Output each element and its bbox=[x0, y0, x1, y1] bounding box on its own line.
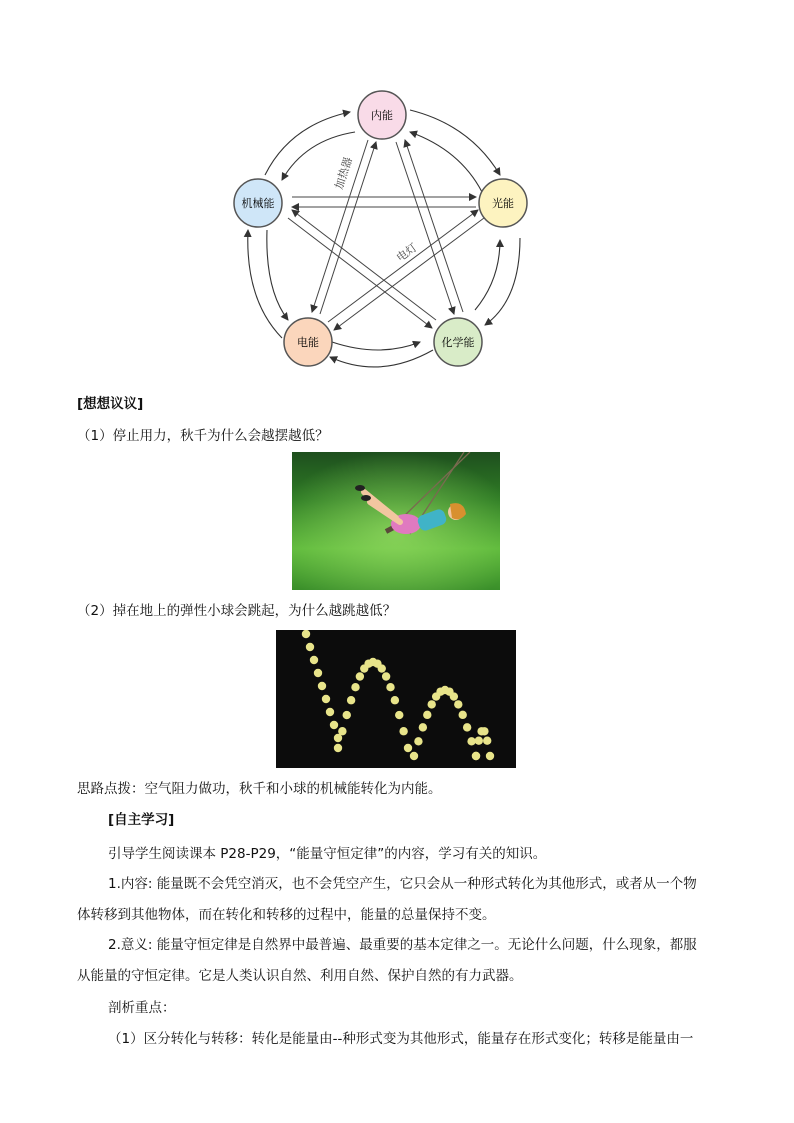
question-2: （2）掉在地上的弹性小球会跳起，为什么越跳越低？ bbox=[77, 603, 397, 619]
svg-text:光能: 光能 bbox=[492, 197, 514, 210]
lamp-label: 电灯 bbox=[394, 240, 420, 265]
ball-position bbox=[351, 683, 359, 691]
ball-position bbox=[399, 727, 407, 735]
node-chemical-energy bbox=[434, 318, 482, 366]
node-internal-energy bbox=[358, 91, 406, 139]
ball-position bbox=[459, 711, 467, 719]
ball-position bbox=[414, 737, 422, 745]
question-1: （1）停止用力，秋千为什么会越摆越低？ bbox=[77, 428, 329, 444]
ball-position bbox=[356, 672, 364, 680]
ball-position bbox=[391, 696, 399, 704]
ball-position bbox=[404, 744, 412, 752]
ball-position bbox=[475, 737, 483, 745]
ball-position bbox=[310, 656, 318, 664]
node-mechanical-energy bbox=[234, 179, 282, 227]
ball-position bbox=[480, 727, 488, 735]
bouncing-ball-photo bbox=[276, 630, 516, 768]
paragraph-content-line1: 1.内容: 能量既不会凭空消灭，也不会凭空产生，它只会从一种形式转化为其他形式，或者从一个物 bbox=[108, 876, 697, 892]
energy-conversion-diagram bbox=[220, 80, 540, 380]
swing-photo bbox=[292, 452, 500, 590]
node-electric-energy bbox=[284, 318, 332, 366]
ball-position bbox=[347, 696, 355, 704]
paragraph-significance-line1: 2.意义: 能量守恒定律是自然界中最普遍、最重要的基本定律之一。无论什么问题，什么现象，都服 bbox=[108, 937, 697, 953]
ball-position bbox=[314, 669, 322, 677]
ball-position bbox=[410, 752, 418, 760]
ball-position bbox=[382, 672, 390, 680]
ball-position bbox=[486, 752, 494, 760]
ball-position bbox=[330, 721, 338, 729]
node-light-energy bbox=[479, 179, 527, 227]
heater-label: 加热器 bbox=[332, 155, 356, 191]
paragraph-key-points: 剖析重点： bbox=[108, 1000, 176, 1016]
ball-position bbox=[423, 711, 431, 719]
svg-text:化学能: 化学能 bbox=[441, 336, 475, 349]
ball-position bbox=[454, 700, 462, 708]
ball-position bbox=[378, 664, 386, 672]
ball-position bbox=[334, 744, 342, 752]
ball-position bbox=[428, 700, 436, 708]
ball-position bbox=[483, 737, 491, 745]
ball-position bbox=[419, 723, 427, 731]
paragraph-content-line2: 体转移到其他物体，而在转化和转移的过程中，能量的总量保持不变。 bbox=[77, 907, 496, 923]
svg-text:内能: 内能 bbox=[371, 109, 393, 122]
ball-position bbox=[463, 723, 471, 731]
paragraph-significance-line2: 从能量的守恒定律。它是人类认识自然、利用自然、保护自然的有力武器。 bbox=[77, 968, 523, 984]
paragraph-point-1: （1）区分转化与转移：转化是能量由--种形式变为其他形式，能量存在形式变化；转移是能量由一 bbox=[108, 1031, 694, 1047]
ball-position bbox=[318, 682, 326, 690]
paragraph-intro: 引导学生阅读课本 P28-P29，“能量守恒定律”的内容，学习有关的知识。 bbox=[108, 846, 547, 862]
ball-position bbox=[326, 708, 334, 716]
ball-position bbox=[322, 695, 330, 703]
section-title-discuss: [想想议议] bbox=[77, 396, 144, 412]
inner-arrows bbox=[288, 140, 484, 330]
ball-position bbox=[306, 643, 314, 651]
hint-text: 思路点拨：空气阻力做功，秋千和小球的机械能转化为内能。 bbox=[77, 781, 442, 797]
ball-position bbox=[343, 711, 351, 719]
ball-position bbox=[467, 737, 475, 745]
ball-position bbox=[338, 727, 346, 735]
section-title-self-study: [自主学习] bbox=[108, 812, 175, 828]
ball-position bbox=[302, 630, 310, 638]
ball-position bbox=[472, 752, 480, 760]
ball-position bbox=[386, 683, 394, 691]
svg-text:电能: 电能 bbox=[297, 336, 319, 349]
ball-position bbox=[450, 692, 458, 700]
svg-text:机械能: 机械能 bbox=[241, 197, 275, 210]
ball-position bbox=[395, 711, 403, 719]
